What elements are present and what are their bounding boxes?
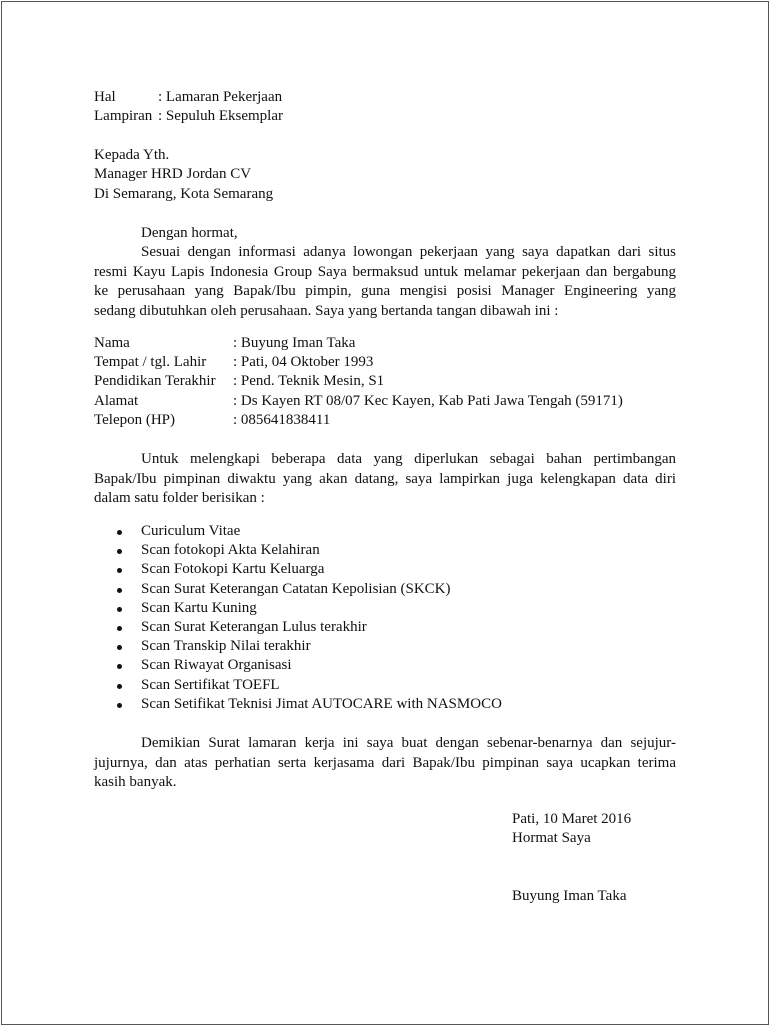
- list-item-text: Scan Riwayat Organisasi: [141, 657, 292, 674]
- list-item-text: Scan Surat Keterangan Lulus terakhir: [141, 618, 367, 635]
- list-item-text: Curiculum Vitae: [141, 523, 241, 539]
- bullet-icon: [117, 703, 122, 708]
- intro-line: resmi Kayu Lapis Indonesia Group Saya bermaksud untuk melamar pekerjaan dan bergabung: [94, 263, 676, 280]
- signature-name: Buyung Iman Taka: [512, 888, 627, 904]
- detail-value: : Ds Kayen RT 08/07 Kec Kayen, Kab Pati Jawa Tengah (59171): [233, 392, 623, 409]
- list-item-text: Scan Surat Keterangan Catatan Kepolisian (SKCK): [141, 580, 451, 597]
- attachment-line: dalam satu folder berisikan :: [94, 490, 265, 506]
- list-item-text: Scan fotokopi Akta Kelahiran: [141, 542, 320, 559]
- bullet-icon: [117, 530, 122, 535]
- detail-label: Telepon (HP): [94, 411, 176, 428]
- bullet-icon: [117, 626, 122, 631]
- detail-value: : Buyung Iman Taka: [233, 335, 356, 351]
- detail-label: Pendidikan Terakhir: [94, 373, 216, 390]
- closing-line: kasih banyak.: [94, 774, 177, 790]
- bullet-icon: [117, 607, 122, 612]
- intro-line: sedang dibutuhkan oleh perusahaan. Saya yang bertanda tangan dibawah ini :: [94, 302, 559, 319]
- lampiran-label: Lampiran: [94, 108, 153, 124]
- recipient-line-1: Kepada Yth.: [94, 147, 170, 163]
- closing-line: Demikian Surat lamaran kerja ini saya buat dengan sebenar-benarnya dan sejujur-: [141, 735, 676, 751]
- greeting: Dengan hormat,: [141, 225, 238, 241]
- recipient-line-2: Manager HRD Jordan CV: [94, 166, 252, 182]
- detail-label: Nama: [94, 335, 130, 351]
- list-item-text: Scan Transkip Nilai terakhir: [141, 638, 311, 655]
- detail-value: : Pend. Teknik Mesin, S1: [233, 373, 385, 390]
- lampiran-value: : Sepuluh Eksemplar: [158, 108, 283, 124]
- list-item-text: Scan Kartu Kuning: [141, 599, 257, 616]
- closing-paragraph: [94, 734, 676, 793]
- attachment-paragraph: [94, 450, 676, 509]
- signature-salutation: Hormat Saya: [512, 830, 591, 846]
- attachment-line: Bapak/Ibu pimpinan diwaktu yang akan datang, saya lampirkan juga kelengkapan data diri: [94, 470, 676, 487]
- detail-label: Alamat: [94, 392, 139, 409]
- list-item-text: Scan Setifikat Teknisi Jimat AUTOCARE with NASMOCO: [141, 695, 502, 712]
- list-item-text: Scan Sertifikat TOEFL: [141, 676, 280, 693]
- bullet-icon: [117, 684, 122, 689]
- place-date: Pati, 10 Maret 2016: [512, 811, 632, 827]
- bullet-icon: [117, 588, 122, 593]
- hal-value: : Lamaran Pekerjaan: [158, 89, 283, 105]
- detail-value: : Pati, 04 Oktober 1993: [233, 354, 374, 371]
- intro-paragraph: [94, 243, 676, 321]
- intro-line: Sesuai dengan informasi adanya lowongan pekerjaan yang saya dapatkan dari situs: [141, 244, 676, 260]
- closing-line: jujurnya, dan atas perhatian serta kerjasama dari Bapak/Ibu pimpinan saya ucapkan terima: [94, 754, 676, 771]
- detail-value: : 085641838411: [233, 411, 331, 428]
- attachment-line: Untuk melengkapi beberapa data yang diperlukan sebagai bahan pertimbangan: [141, 451, 676, 467]
- recipient-line-3: Di Semarang, Kota Semarang: [94, 186, 274, 202]
- detail-label: Tempat / tgl. Lahir: [94, 354, 207, 371]
- intro-line: ke perusahaan yang Bapak/Ibu pimpin, guna mengisi posisi Manager Engineering yang: [94, 283, 676, 299]
- list-item-text: Scan Fotokopi Kartu Keluarga: [141, 561, 325, 578]
- hal-label: Hal: [94, 89, 116, 105]
